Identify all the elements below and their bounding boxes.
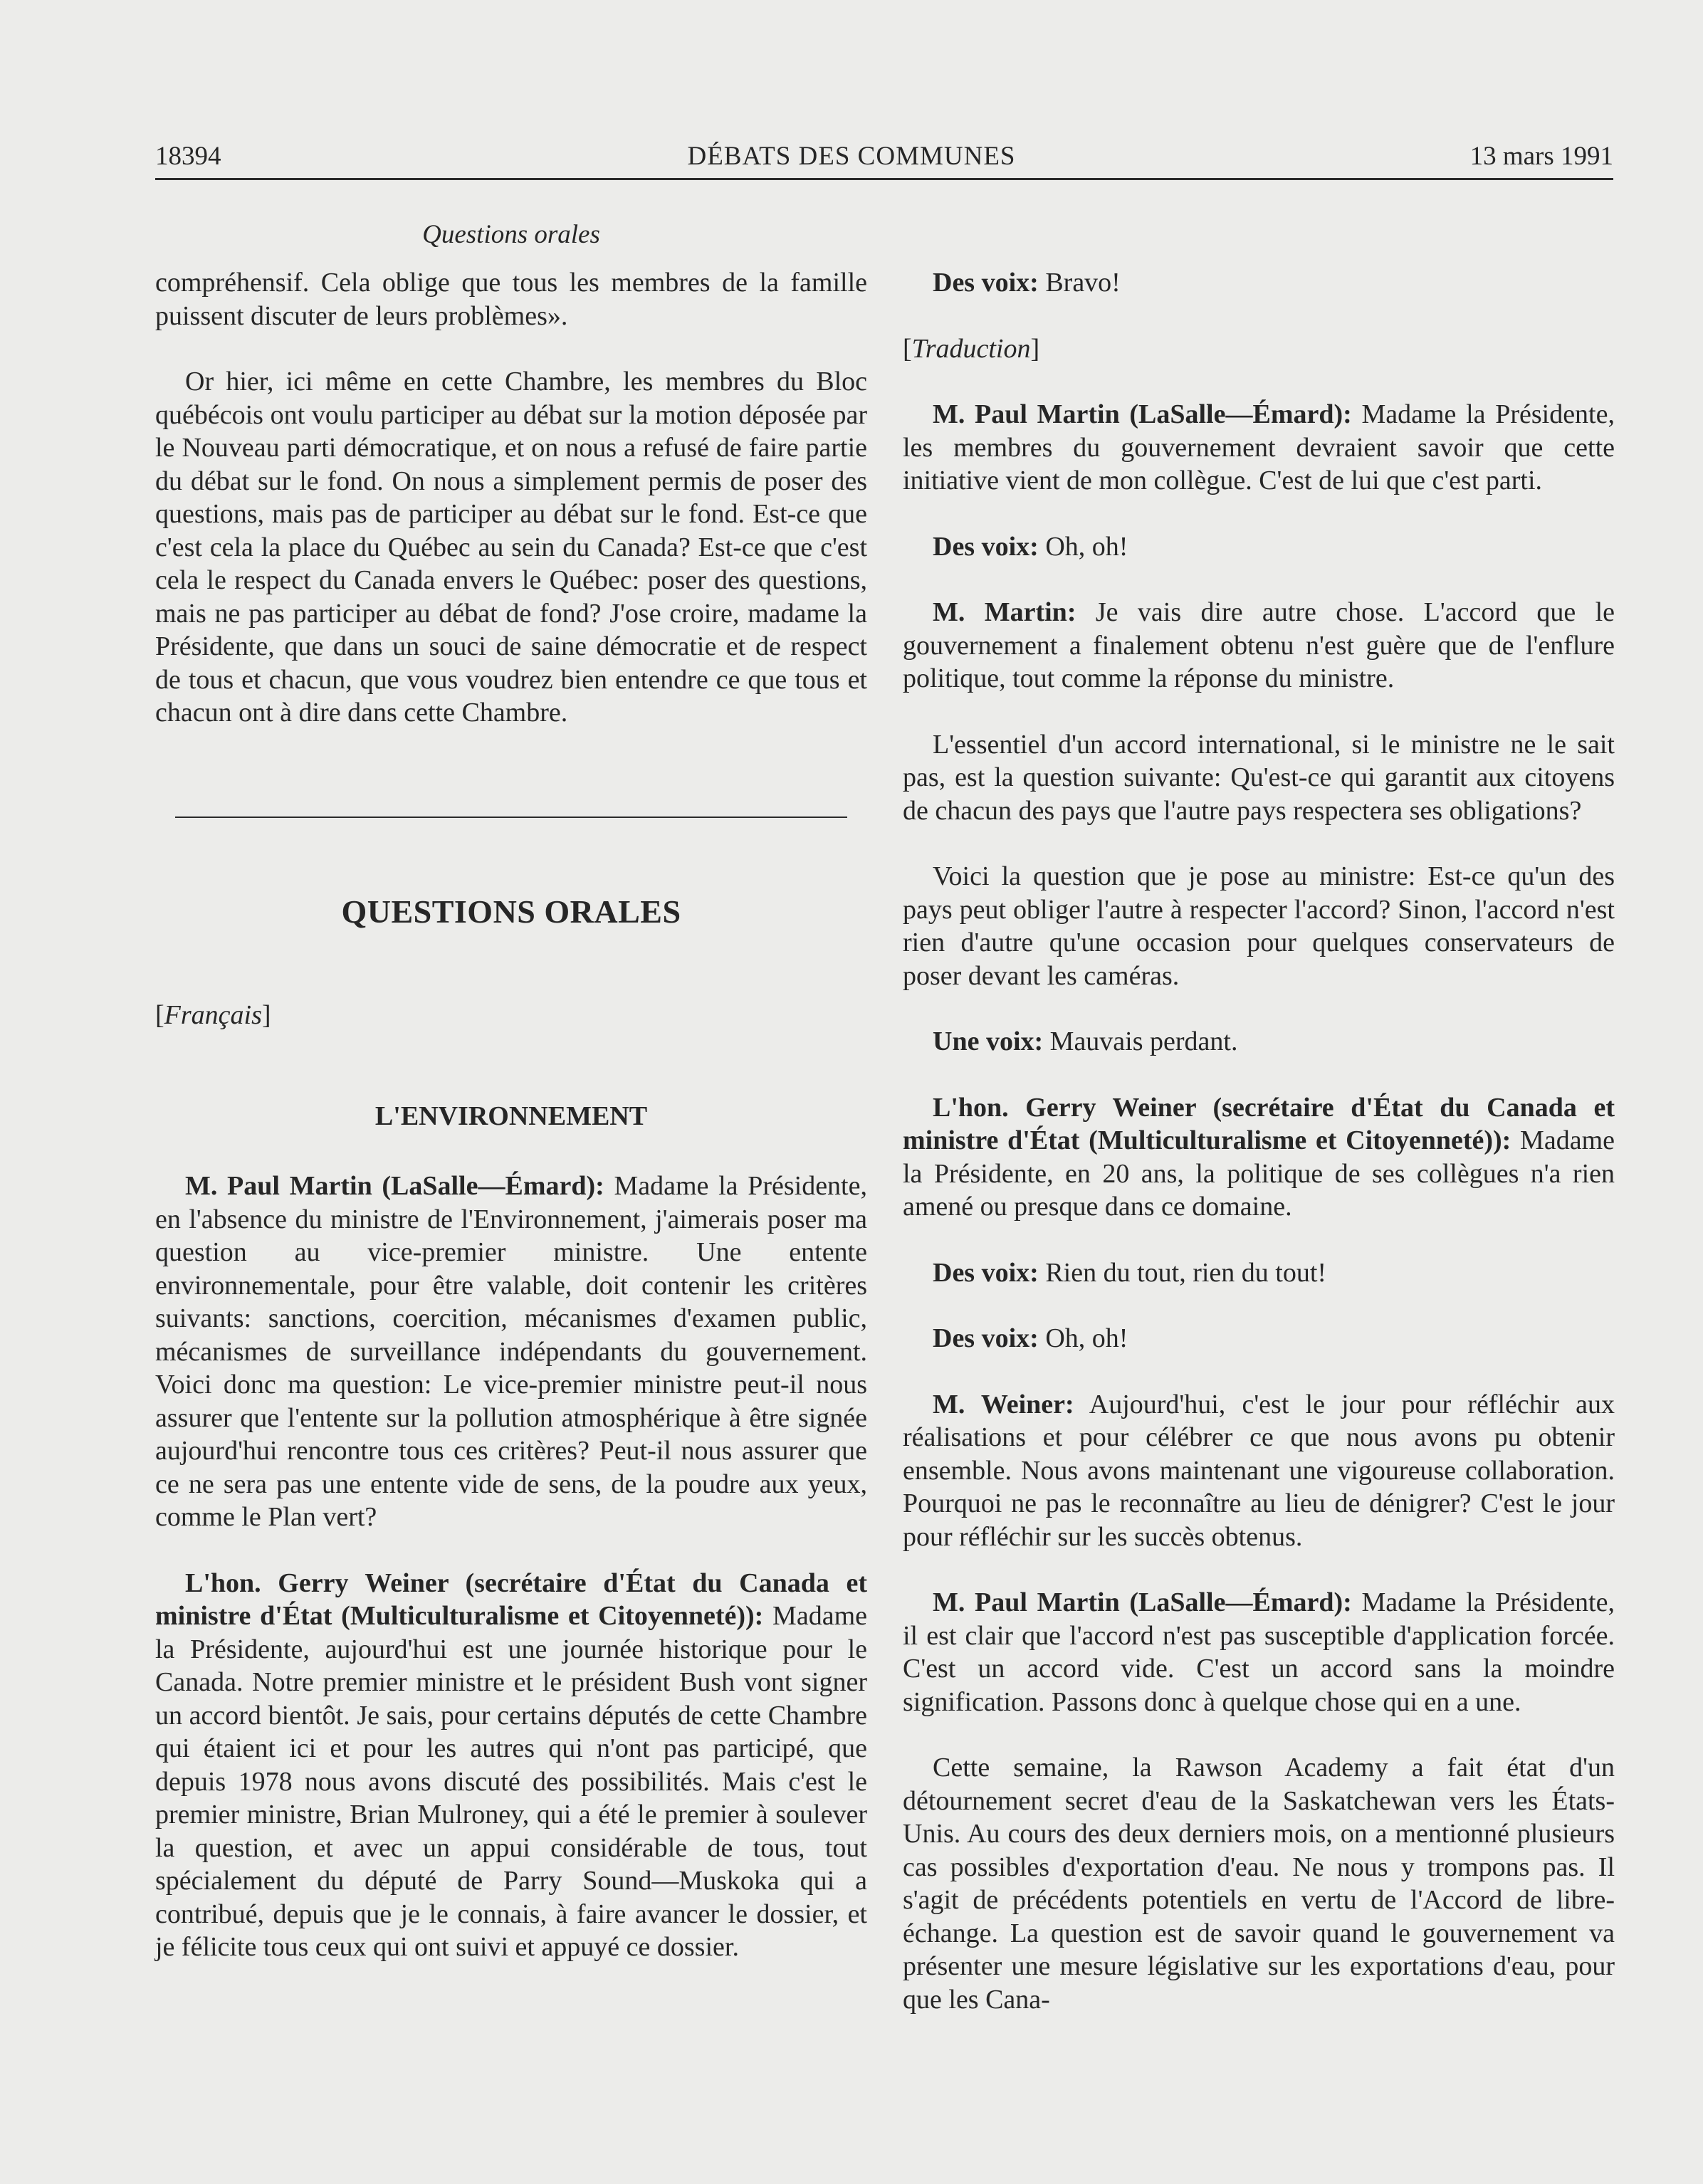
paragraph: Voici la question que je pose au ministre: Est-ce qu'un des pays peut obliger l'autre à respecter l'accord? Sinon, l'accord n'est rien d'autre qu'une occasion pour quelques conservateurs de poser devant les caméras. <box>903 861 1615 991</box>
speech: M. Paul Martin (LaSalle—Émard): Madame la Présidente, les membres du gouvernement devraient savoir que cette initiative vient de mon collègue. C'est de lui que c'est parti. <box>903 399 1615 495</box>
speaker: M. Paul Martin (LaSalle—Émard): <box>933 399 1352 429</box>
speech: M. Martin: Je vais dire autre chose. L'accord que le gouvernement a finalement obtenu n'est guère que de l'enflure politique, tout comme la réponse du ministre. <box>903 597 1615 693</box>
speech: L'hon. Gerry Weiner (secrétaire d'État du Canada et ministre d'État (Multiculturalisme et Citoyenneté)): Madame la Présidente, en 20 ans, la politique de ses collègues n'a rien amené ou presque dans ce domaine. <box>903 1092 1615 1222</box>
language-tag: [Traduction] <box>903 333 1040 364</box>
speaker: M. Paul Martin (LaSalle—Émard): <box>933 1587 1352 1617</box>
language-tag: [Français] <box>155 999 271 1030</box>
left-column <box>155 266 867 1964</box>
speech: M. Weiner: Aujourd'hui, c'est le jour pour réfléchir aux réalisations et pour célébrer ce que nous avons pu obtenir ensemble. Nous avons maintenant une vigoureuse collaboration. Pourquoi ne pas le reconnaître au lieu de dénigrer? C'est le jour pour réfléchir sur les succès obtenus. <box>903 1389 1615 1552</box>
speaker: Des voix: <box>933 1323 1039 1353</box>
section-separator <box>175 817 847 818</box>
header-rule <box>155 178 1613 180</box>
topic-heading: L'ENVIRONNEMENT <box>374 1101 648 1131</box>
speaker: M. Weiner: <box>933 1389 1074 1419</box>
publication-title: DÉBATS DES COMMUNES <box>687 142 1016 171</box>
speaker: Une voix: <box>933 1027 1044 1056</box>
page-number: 18394 <box>155 142 221 171</box>
speech: M. Paul Martin (LaSalle—Émard): Madame la Présidente, il est clair que l'accord n'est pas susceptible d'application forcée. C'est un accord vide. C'est un accord sans la moindre signification. Passons donc à quelque chose qui en a une. <box>903 1587 1615 1717</box>
running-subheader: Questions orales <box>422 220 600 249</box>
speech: Une voix: Mauvais perdant. <box>933 1027 1238 1056</box>
paragraph: Cette semaine, la Rawson Academy a fait état d'un détournement secret d'eau de la Saskatchewan vers les États-Unis. Au cours des deux derniers mois, on a mentionné plusieurs cas possibles d'exportation d'eau. Ne nous y trompons pas. Il s'agit de précédents potentiels en vertu de l'Accord de libre-échange. La question est de savoir quand le gouvernement va présenter une mesure législative sur les exportations d'eau, pour que les Cana- <box>903 1753 1615 2015</box>
speaker: Des voix: <box>933 268 1039 298</box>
speaker: M. Paul Martin (LaSalle—Émard): <box>185 1171 604 1201</box>
speech: Des voix: Rien du tout, rien du tout! <box>933 1257 1327 1288</box>
paragraph: Or hier, ici même en cette Chambre, les membres du Bloc québécois ont voulu participer au débat sur la motion déposée par le Nouveau parti démocratique, et on nous a refusé de faire partie du débat sur le fond. On nous a simplement permis de poser des questions, mais pas de participer au débat sur le fond. Est-ce que c'est cela la place du Québec au sein du Canada? Est-ce que c'est cela le respect du Canada envers le Québec: poser des questions, mais ne pas participer au débat de fond? J'ose croire, madame la Présidente, que dans un souci de saine démocratie et de respect de tous et chacun, que vous voudrez bien entendre ce que tous et chacun ont à dire dans cette Chambre. <box>155 367 867 728</box>
paragraph: L'essentiel d'un accord international, si le ministre ne le sait pas, est la question suivante: Qu'est-ce qui garantit aux citoyens de chacun des pays que l'autre pays respectera ses obligations? <box>903 729 1615 826</box>
section-title: QUESTIONS ORALES <box>341 893 681 930</box>
speech: Des voix: Oh, oh! <box>933 531 1128 562</box>
speech: Des voix: Bravo! <box>933 268 1121 298</box>
paragraph: compréhensif. Cela oblige que tous les membres de la famille puissent discuter de leurs problèmes». <box>155 268 867 331</box>
speech: Des voix: Oh, oh! <box>933 1323 1128 1353</box>
speaker: M. Martin: <box>933 597 1076 627</box>
right-column <box>903 266 1615 2016</box>
speaker: Des voix: <box>933 531 1039 562</box>
issue-date: 13 mars 1991 <box>1469 142 1613 171</box>
speaker: Des voix: <box>933 1257 1039 1288</box>
speaker: L'hon. Gerry Weiner (secrétaire d'État du Canada et ministre d'État (Multiculturalisme et Citoyenneté)): <box>155 1568 867 1631</box>
speaker: L'hon. Gerry Weiner (secrétaire d'État du Canada et ministre d'État (Multiculturalisme et Citoyenneté)): <box>903 1092 1615 1155</box>
speech: L'hon. Gerry Weiner (secrétaire d'État du Canada et ministre d'État (Multiculturalisme et Citoyenneté)): Madame la Présidente, aujourd'hui est une journée historique pour le Canada. Notre premier ministre et le président Bush vont signer un accord bientôt. Je sais, pour certains députés de cette Chambre qui étaient ici et pour les autres qui n'ont pas participé, que depuis 1978 nous avons discuté des possibilités. Mais c'est le premier ministre, Brian Mulroney, qui a été le premier à soulever la question, et avec un appui considérable de tous, tout spécialement du député de Parry Sound—Muskoka qui a contribué, depuis que je le connais, à faire avancer le dossier, et je félicite tous ceux qui ont suivi et appuyé ce dossier. <box>155 1568 867 1962</box>
speech: M. Paul Martin (LaSalle—Émard): Madame la Présidente, en l'absence du ministre de l'Environnement, j'aimerais poser ma question au vice-premier ministre. Une entente environnementale, pour être valable, doit contenir les critères suivants: sanctions, coercition, mécanismes d'examen public, mécanismes de surveillance indépendants du gouvernement. Voici donc ma question: Le vice-premier ministre peut-il nous assurer que l'entente sur la pollution atmosphérique à être signée aujourd'hui rencontre tous ces critères? Peut-il nous assurer que ce ne sera pas une entente vide de sens, de la poudre aux yeux, comme le Plan vert? <box>155 1171 867 1532</box>
